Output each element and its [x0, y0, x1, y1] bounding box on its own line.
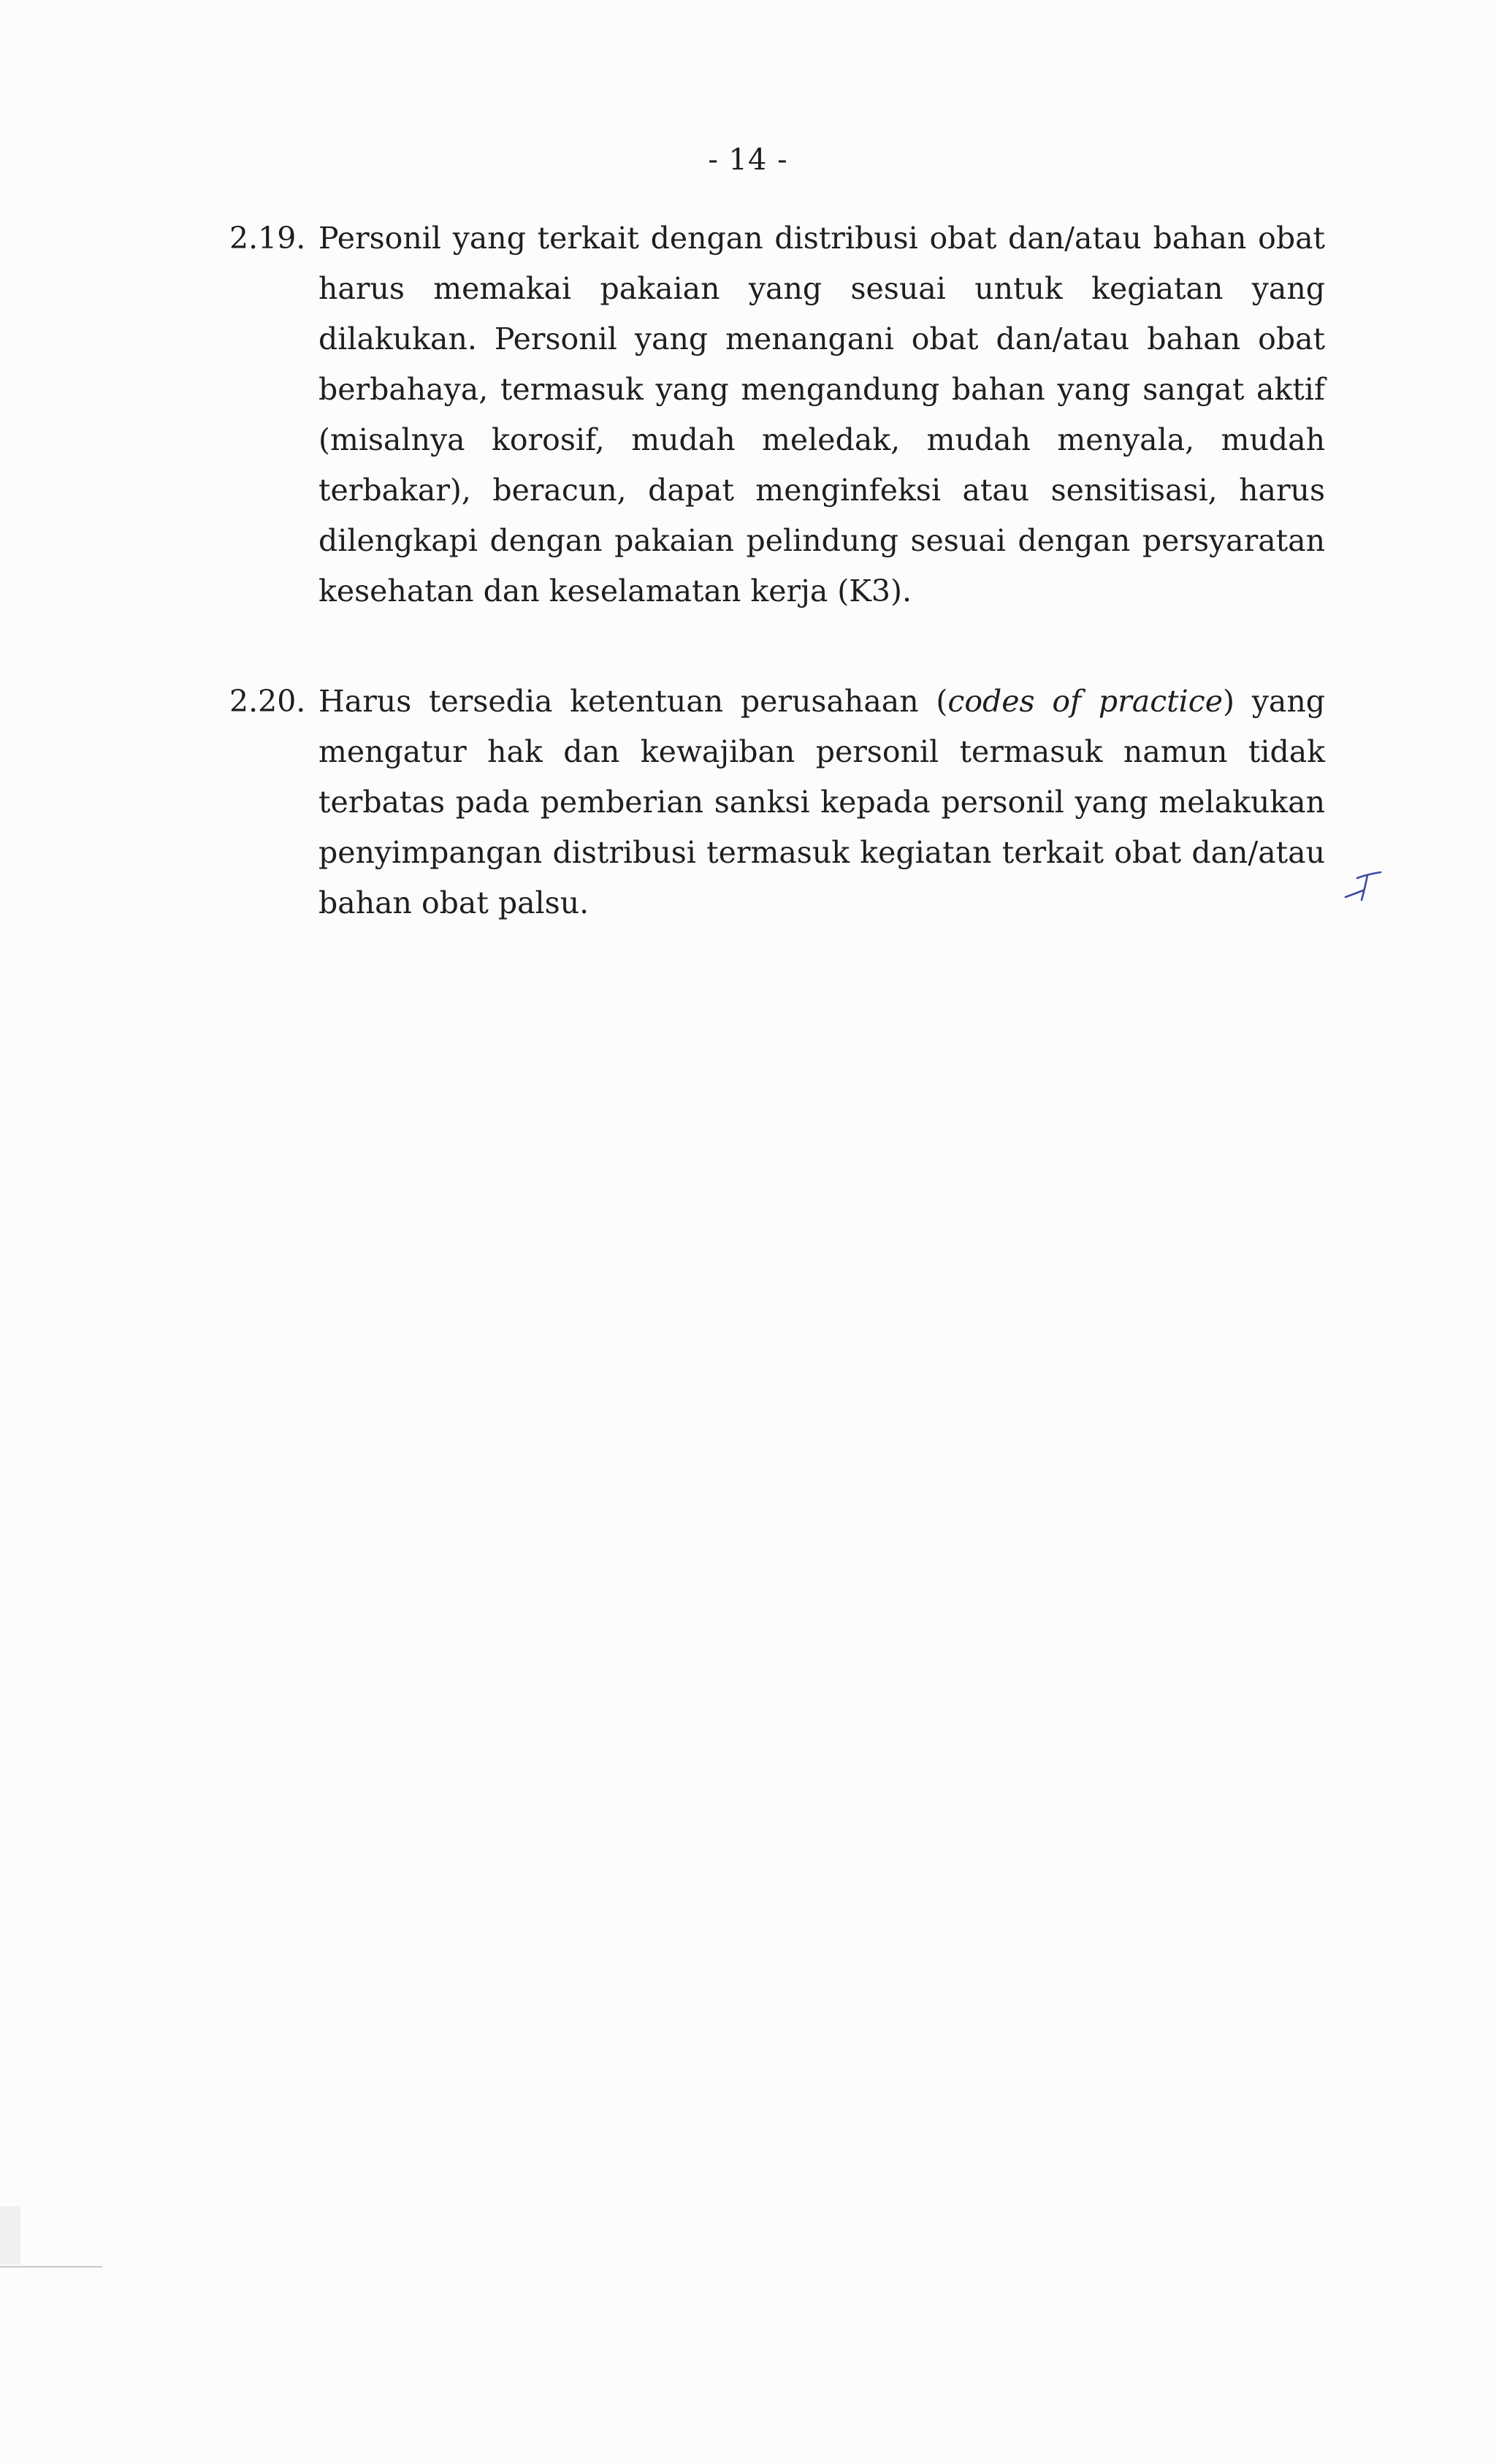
- paragraph-body: Personil yang terkait dengan distribusi obat dan/atau bahan obat harus memakai pakaian yang sesuai untuk kegiatan yang dilakukan. Personil yang menangani obat dan/atau bahan obat berbahaya, termasuk yang mengandung bahan yang sangat aktif (misalnya korosif, mudah meledak, mudah menyala, mudah terbakar), beracun, dapat menginfeksi atau sensitisasi, harus dilengkapi dengan pakaian pelindung sesuai dengan persyaratan kesehatan dan keselamatan kerja (K3).: [318, 221, 1325, 609]
- paragraph-body-start: Harus tersedia ketentuan perusahaan (: [318, 684, 948, 719]
- paragraph-number: 2.20.: [229, 684, 306, 719]
- paragraph-text: [318, 213, 1325, 617]
- scan-edge-line: [0, 2266, 102, 2267]
- paragraph-2-19: [229, 213, 1325, 617]
- paragraph-body-end: ) yang mengatur hak dan kewajiban personil termasuk namun tidak terbatas pada pemberian sanksi kepada personil yang melakukan penyimpangan distribusi termasuk kegiatan terkait obat dan/atau bahan obat palsu.: [318, 684, 1326, 920]
- handwritten-initial-mark-icon: [1341, 868, 1385, 904]
- scan-edge-shade: [0, 2206, 20, 2265]
- paragraph-2-20: [229, 676, 1325, 928]
- paragraph-number: 2.19.: [229, 221, 306, 256]
- paragraph-italic-term: codes of practice: [947, 684, 1223, 719]
- page-number: - 14 -: [708, 143, 788, 177]
- paragraph-text: [318, 676, 1325, 928]
